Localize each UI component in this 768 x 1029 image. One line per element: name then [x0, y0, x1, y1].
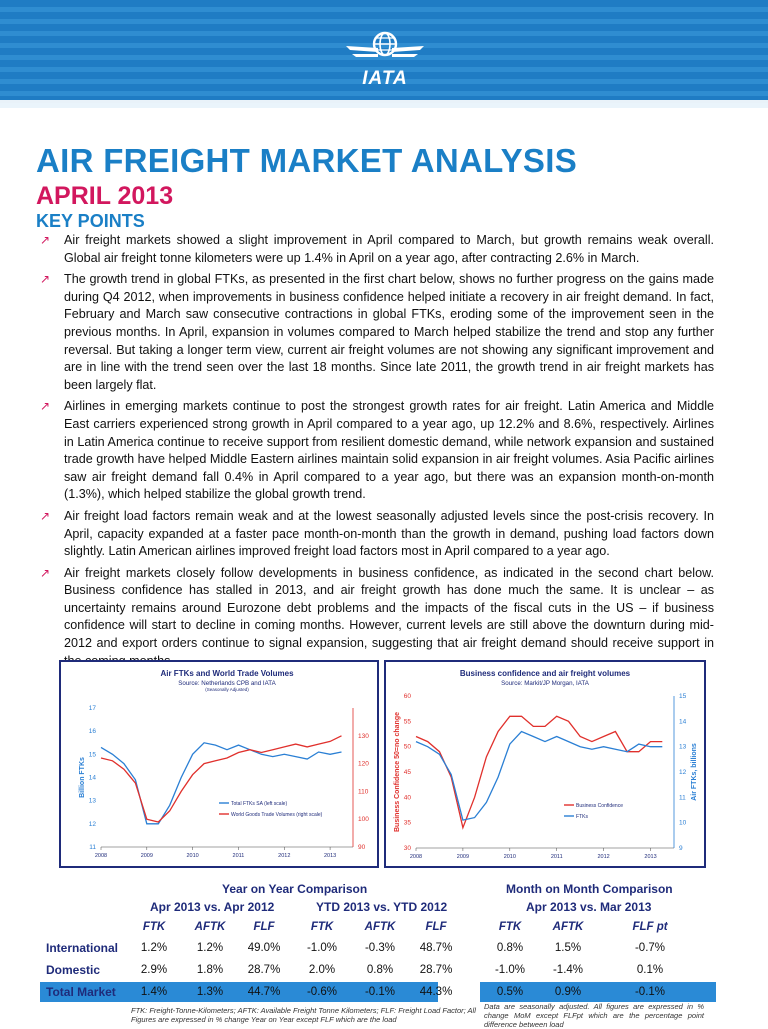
key-point-item: [36, 271, 714, 394]
x-tick-label: 2013: [323, 853, 337, 859]
table-cell: 1.3%: [196, 986, 224, 998]
x-tick-label: 2008: [409, 854, 423, 860]
legend-label: World Goods Trade Volumes (right scale): [231, 812, 323, 818]
x-tick-label: 2010: [503, 854, 516, 860]
y2-tick-label: 15: [679, 693, 687, 700]
table-cell: 0.9%: [554, 986, 582, 998]
arrow-bullet-icon: ↗: [40, 508, 51, 523]
series-line: [416, 732, 662, 821]
table-cell: 0.8%: [496, 942, 524, 954]
table-cell: 0.5%: [496, 986, 524, 998]
y-tick-label: 14: [88, 774, 96, 782]
table-cell: 1.8%: [196, 964, 224, 976]
chart-source: Source: Markit/JP Morgan, IATA: [501, 680, 589, 687]
key-point-text: The growth trend in global FTKs, as presented in the first chart below, shows no further progress on the gains made during Q4 2012, when improvements in business confidence helped initiate a recovery in air freight demand. In fact, February and March saw consecutive contractions in global FTKs, eroding some of the improvement seen in the previous months. In April, expansion in volumes compared to March helped stabilize the trend and stop any further reversal. But taking a longer term view, current air freight volumes are not showing any significant improvement and are in line with the trend seen over the last 18 months. Since late 2011, the growth trend in air freight markets has been largely flat.: [64, 272, 714, 392]
x-tick-label: 2009: [140, 853, 153, 859]
table-cell: 2.0%: [308, 964, 336, 976]
table-cell: 49.0%: [247, 942, 281, 954]
y-tick-label: 16: [88, 728, 96, 736]
table-cell: -0.3%: [364, 942, 396, 954]
chart-business-confidence: [384, 660, 706, 868]
footnote-mom: Data are seasonally adjusted. All figures are expressed in % change MoM except FLFpt which are the percentage point difference between load: [484, 1002, 704, 1029]
x-tick-label: 2008: [94, 853, 108, 859]
chart-title: Air FTKs and World Trade Volumes: [160, 669, 294, 678]
table-cell: 1.2%: [140, 942, 168, 954]
table-cell: -0.7%: [634, 942, 666, 954]
key-point-text: Air freight load factors remain weak and at the lowest seasonally adjusted levels since the post-crisis recovery. In April, capacity expanded at a faster pace month-on-month than the growth in demand, pushing load factors down slightly. Latin American airlines improved freight load factors most in April compared to a year ago.: [64, 508, 714, 559]
header-banner: [0, 0, 768, 108]
key-point-text: Air freight markets closely follow developments in business confidence, as indicated in the second chart below. Business confidence has stalled in 2013, and air freight growth has done much the same. It is unclear – as uncertainty remains around Eurozone debt problems and the impacts of the fiscal cuts in the US – if business confidence will start to decline in coming months. However, current levels are still above the downturn during mid-2012 and export orders continue to signal expansion, suggesting that air freight demand should receive support in: [64, 565, 714, 651]
table-cell: 28.7%: [419, 964, 453, 976]
logo-text: IATA: [362, 68, 408, 89]
col-header: FTK: [310, 921, 334, 933]
col-header: AFTK: [552, 921, 584, 933]
table-cell: -1.0%: [494, 964, 526, 976]
table-cell: 44.7%: [247, 986, 281, 998]
y2-tick-label: 14: [679, 718, 687, 726]
y2-tick-label: 12: [679, 769, 687, 776]
yoy-period-2: YTD 2013 vs. YTD 2012: [316, 900, 448, 914]
arrow-bullet-icon: ↗: [40, 399, 51, 414]
key-point-text: Airlines in emerging markets continue to post the strongest growth rates for air freight. Latin America and Middle East carriers experienced strong growth in April compared to a year ago, up 12.2% and 8.6%, respectively. Airlines in Latin America continue to receive support from resilient domestic demand, while network expansion and sustained trade growth have helped Middle Eastern airlines maintain solid expansion in air freight volumes. Asia Pacific airlines saw air freight demand fall 0.4% in April compared to a year ago, but there was an expansion month-on-month (1.3%), which helped stabilize the global growth trend.: [64, 399, 714, 502]
mom-period: Apr 2013 vs. Mar 2013: [526, 900, 652, 914]
y-tick-label: 13: [88, 797, 96, 805]
chart-air-ftks-world-trade: [59, 660, 379, 868]
y2-tick-label: 90: [358, 844, 366, 851]
table-cell: 1.5%: [554, 942, 582, 954]
col-header: AFTK: [364, 921, 396, 933]
x-tick-label: 2012: [278, 853, 291, 859]
y-tick-label: 40: [403, 794, 411, 802]
y-tick-label: 12: [88, 820, 96, 828]
key-point-text: Air freight markets showed a slight improvement in April compared to March, but growth remains weak overall. Global air freight tonne kilometers were up 1.4% in April on a year ago, after contracting 2.6% in March.: [64, 233, 714, 265]
legend-label: Business Confidence: [576, 803, 623, 809]
y-tick-label: 17: [88, 705, 96, 712]
col-header: AFTK: [194, 921, 226, 933]
table-cell: 48.7%: [419, 942, 453, 954]
table-cell: -0.1%: [364, 986, 396, 998]
chart-svg: [61, 662, 377, 866]
y2-tick-label: 130: [358, 732, 369, 740]
table-cell: 1.4%: [140, 986, 168, 998]
table-cell: -0.6%: [306, 986, 338, 998]
col-header: FLF: [253, 921, 275, 933]
legend-label: Total FTKs SA (left scale): [231, 801, 288, 807]
footnote-yoy: FTK: Freight-Tonne-Kilometers; AFTK: Available Freight Tonne Kilometers; FLF: Freight Load Factor; All Figures are expressed in % change Year on Year except FLF which are the load: [131, 1006, 476, 1024]
row-label-domestic: Domestic: [46, 963, 101, 977]
arrow-bullet-icon: ↗: [40, 565, 51, 580]
key-point-item: [36, 508, 714, 561]
y2-tick-label: 13: [679, 743, 687, 751]
series-line: [101, 736, 342, 822]
x-tick-label: 2010: [186, 853, 199, 859]
y2-tick-label: 100: [358, 816, 369, 824]
col-header: FLF pt: [632, 921, 668, 933]
y-tick-label: 45: [403, 769, 411, 776]
x-tick-label: 2011: [550, 854, 563, 860]
key-points-heading: KEY POINTS: [36, 211, 145, 231]
yoy-period-1: Apr 2013 vs. Apr 2012: [150, 900, 275, 914]
table-cell: 1.2%: [196, 942, 224, 954]
key-points-list: [36, 232, 714, 674]
y2-tick-label: 10: [679, 819, 687, 827]
y2-tick-label: 110: [358, 788, 369, 796]
col-header: FLF: [425, 921, 447, 933]
yoy-heading: Year on Year Comparison: [222, 882, 368, 896]
chart-source: Source: Netherlands CPB and IATA: [178, 680, 276, 687]
x-tick-label: 2013: [644, 854, 657, 860]
key-point-item: [36, 565, 714, 671]
chart-note: (Seasonally Adjusted): [205, 687, 249, 692]
y-tick-label: 30: [403, 845, 411, 852]
chart-title: Business confidence and air freight volumes: [459, 669, 631, 678]
legend-label: FTKs: [576, 814, 588, 820]
y2-axis-label: Air FTKs, billions: [691, 743, 698, 801]
table-cell: -1.0%: [306, 942, 338, 954]
y2-tick-label: 9: [679, 845, 683, 852]
y2-tick-label: 120: [358, 760, 369, 768]
y-tick-label: 15: [88, 751, 96, 759]
x-tick-label: 2012: [597, 854, 610, 860]
y-axis-label: Business Confidence 50=no change: [394, 711, 401, 833]
arrow-bullet-icon: ↗: [40, 233, 51, 247]
y-tick-label: 11: [89, 844, 96, 851]
row-label-international: International: [46, 941, 119, 955]
y-tick-label: 60: [403, 693, 411, 700]
col-header: FTK: [498, 921, 522, 933]
series-line: [416, 716, 662, 827]
mom-heading: Month on Month Comparison: [506, 882, 673, 896]
table-cell: 0.1%: [636, 964, 664, 976]
table-cell: 2.9%: [140, 964, 168, 976]
row-label-total-market: Total Market: [46, 985, 116, 999]
chart-svg: [386, 662, 704, 866]
y2-tick-label: 11: [679, 794, 686, 802]
col-header: FTK: [142, 921, 166, 933]
comparison-tables: [36, 880, 736, 1029]
globe-wings-icon: [344, 26, 426, 70]
table-cell: 44.3%: [419, 986, 453, 998]
key-point-item: [36, 232, 714, 267]
key-point-item: [36, 398, 714, 504]
x-tick-label: 2009: [456, 854, 470, 860]
report-period: APRIL 2013: [36, 182, 174, 210]
arrow-bullet-icon: ↗: [40, 272, 51, 287]
table-cell: 28.7%: [247, 964, 281, 976]
y-axis-label: Billion FTKs: [79, 757, 86, 798]
x-tick-label: 2011: [232, 853, 245, 859]
table-cell: -1.4%: [552, 964, 584, 976]
page-title: AIR FREIGHT MARKET ANALYSIS: [36, 142, 578, 179]
y-tick-label: 35: [403, 819, 411, 827]
table-cell: -0.1%: [634, 986, 666, 998]
iata-logo: [344, 26, 426, 94]
y-tick-label: 50: [403, 743, 411, 751]
table-cell: 0.8%: [366, 964, 394, 976]
y-tick-label: 55: [403, 718, 411, 726]
